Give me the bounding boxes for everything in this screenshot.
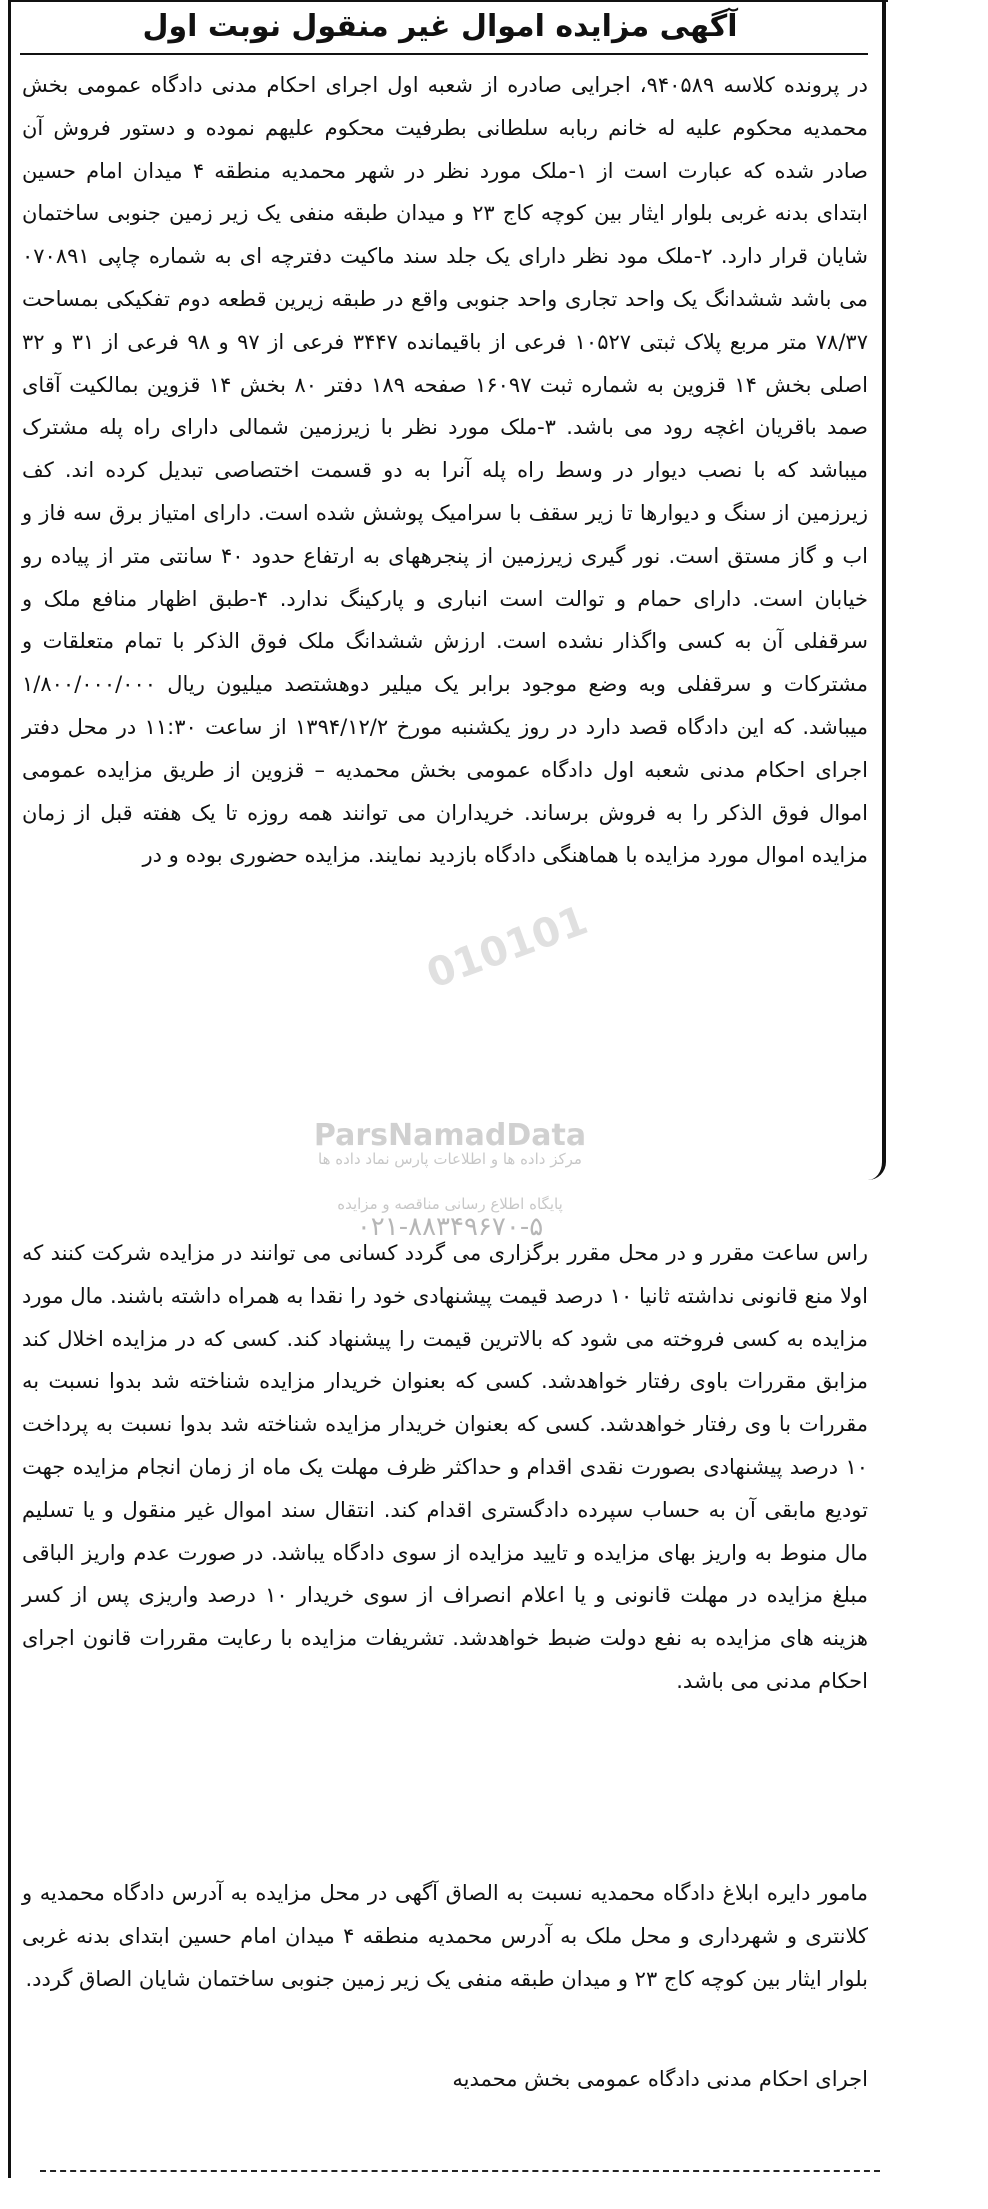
watermark-stamp: 010101 [420, 897, 594, 998]
notice-signature: اجرای احکام مدنی دادگاه عمومی بخش محمدیه [452, 2067, 868, 2091]
bottom-dashed-separator [40, 2170, 880, 2172]
notice-body-part-3: مامور دایره ابلاغ دادگاه محمدیه نسبت به الصاق آگهی در محل مزایده به آدرس دادگاه محمدیه و کلانتری و شهرداری و محل ملک به آدرس محمدیه منطقه ۴ میدان امام حسین ابتدای بدنه غربی بلوار ایثار بین کوچه کاج ۲۳ و میدان طبقه منفی یک زیر زمین جنوبی ساختمان شایان الصاق گردد. [22, 1881, 869, 1991]
title-underline [20, 53, 868, 55]
left-border-lower [8, 1178, 11, 2178]
notice-body-part-2: راس ساعت مقرر و در محل مقرر برگزاری می گردد کسانی می توانند در مزایده شرکت کنند که اولا منع قانونی نداشته ثانیا ۱۰ درصد قیمت پیشنهادی خود را نقدا به همراه داشته باشند. مال مورد مزایده به کسی فروخته می شود که بالاترین قیمت را پیشنهاد کند. کسی که در مزایده اخلال کند مزابق مقررات باوی رفتار خواهدشد. کسی که بعنوان خریدار مزایده شناخته شد بدوا نسبت به مقررات با وی رفتار خواهدشد. کسی که بعنوان خریدار مزایده شناخته شد بدوا نسبت به پرداخت ۱۰ درصد پیشنهادی بصورت نقدی اقدام و حداکثر ظرف مهلت یک ماه از زمان انجام مزایده جهت توديع مابقی آن به حساب سپرده دادگستری اقدام کند. انتقال سند اموال غیر منقول و یا تسلیم مال منوط به واریز بهای مزایده و تایید مزایده از سوی دادگاه یباشد. در صورت عدم واریز الباقی مبلغ مزایده در مهلت قانونی و یا اعلام انصراف از سوی خریدار ۱۰ درصد واریزی پس از کسر هزینه های مزایده به نفع دولت ضبط خواهدشد. تشریفات مزایده با رعایت مقررات قانون اجرای احکام مدنی می باشد. [22, 1241, 868, 1693]
watermark-brand: ParsNamadData [313, 1118, 587, 1153]
watermark-line-2: پایگاه اطلاع رسانی مناقصه و مزایده [337, 1195, 563, 1213]
notice-title: آگهی مزایده اموال غیر منقول نوبت اول [142, 9, 738, 44]
watermark-phone: ۰۲۱-۸۸۳۴۹۶۷۰-۵ [356, 1212, 544, 1242]
notice-body-part-1: در پرونده کلاسه ۹۴۰۵۸۹، اجرایی صادره از شعبه اول اجرای احکام مدنی دادگاه عمومی بخش محمدیه محکوم علیه له خانم ربابه سلطانی بطرفیت محکوم علیهم نموده و دستور فروش آن صادر شده که عبارت است از ۱-ملک مورد نظر در شهر محمدیه منطقه ۴ میدان امام حسین ابتدای بدنه غربی بلوار ایثار بین کوچه کاج ۲۳ و میدان طبقه منفی یک زیر زمین جنوبی ساختمان شایان قرار دارد. ۲-ملک مود نظر دارای یک جلد سند ماکیت دفترچه ای به شماره چاپی ۰۷۰۸۹۱ می باشد ششدانگ یک واحد تجاری واحد جنوبی واقع در طبقه زیرین قطعه دوم تفکیکی بمساحت ۷۸/۳۷ متر مربع پلاک ثبتی ۱۰۵۲۷ فرعی از باقیمانده ۳۴۴۷ فرعی از ۹۷ و ۹۸ فرعی از ۳۱ و ۳۲ اصلی بخش ۱۴ قزوین به شماره ثبت ۱۶۰۹۷ صفحه ۱۸۹ دفتر ۸۰ بخش ۱۴ قزوین بمالکیت آقای صمد باقریان اغچه رود می باشد. ۳-ملک مورد نظر با زیرزمین شمالی دارای راه پله مشترک میباشد که با نصب دیوار در وسط راه پله آنرا به دو قسمت اختصاصی تبدیل کرده اند. کف زیرزمین از سنگ و دیوارها تا زیر سقف با سرامیک پوشش شده است. دارای امتیاز برق سه فاز و اب و گاز مستق است. نور گیری زیرزمین از پنجرههای به ارتفاع حدود ۴۰ سانتی متر از پیاده رو خیابان است. دارای حمام و توالت است انباری و پارکینگ ندارد. ۴-طبق اظهار منافع ملک و سرقفلی آن به کسی واگذار نشده است. ارزش ششدانگ ملک فوق الذکر با تمام متعلقات و مشترکات و سرقفلی وبه وضع موجود برابر یک میلیر دوهشتصد میلیون ریال ۱/۸۰۰/۰۰۰/۰۰۰ میباشد. که این دادگاه قصد دارد در روز یکشنبه مورخ ۱۳۹۴/۱۲/۲ از ساعت ۱۱:۳۰ در محل دفتر اجرای احکام مدنی شعبه اول دادگاه عمومی بخش محمدیه – قزوین از طریق مزایده عمومی اموال فوق الذکر را به فروش برساند. خریداران می توانند همه روزه تا یک هفته قبل از زمان مزایده اموال مورد مزایده با هماهنگی دادگاه بازدید نمایند. مزایده حضوری بوده و در [22, 73, 869, 868]
watermark-line-1: مرکز داده ها و اطلاعات پارس نماد داده ها [318, 1150, 582, 1168]
